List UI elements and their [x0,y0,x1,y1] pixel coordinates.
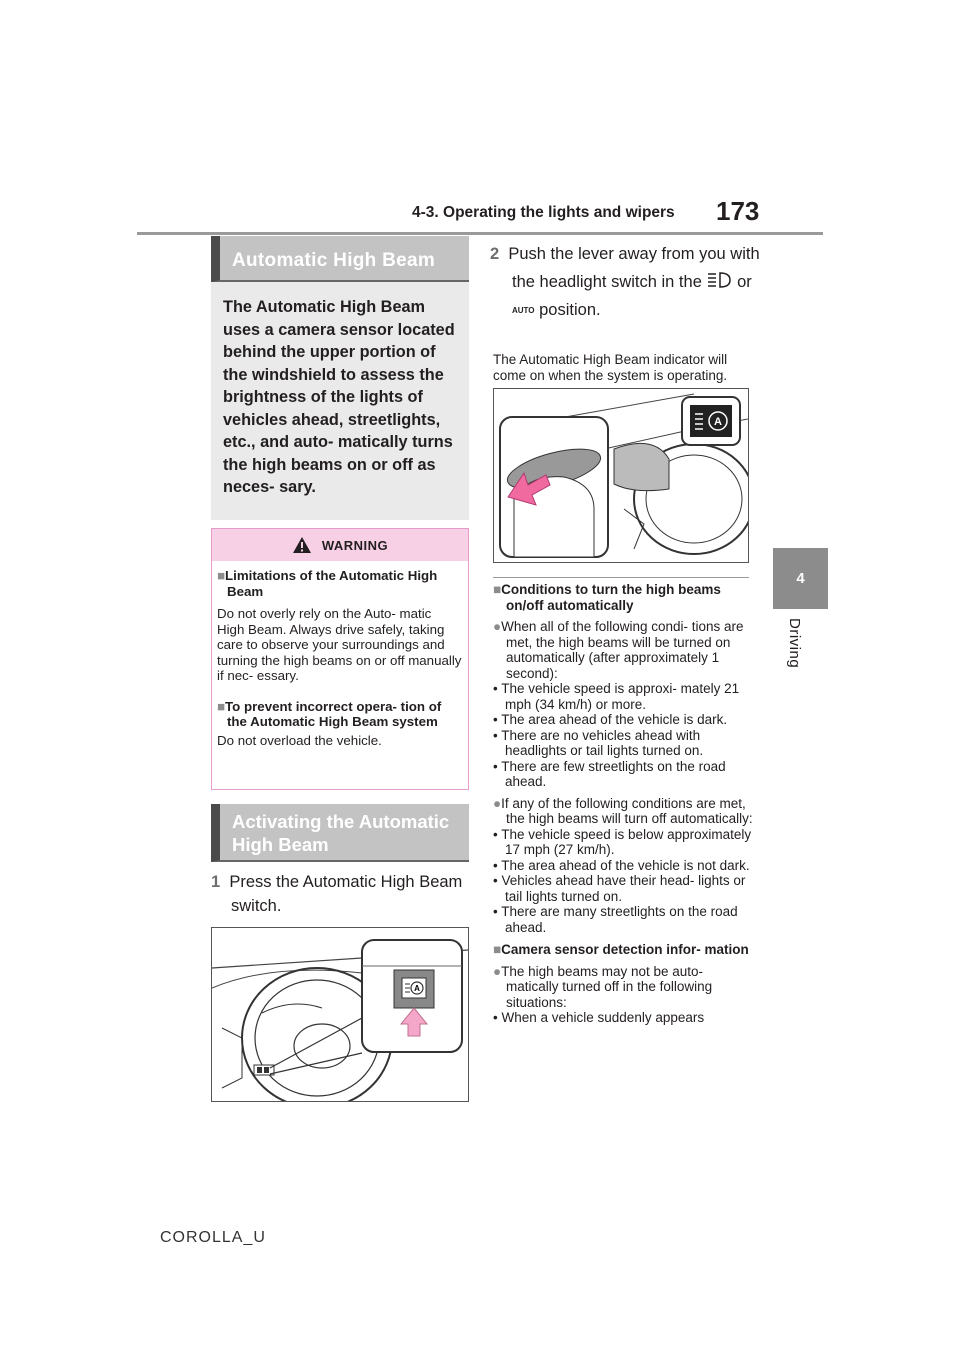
list-item: • The vehicle speed is approxi- mately 21 mph (34 km/h) or more. [493,681,740,712]
warning-item-2-text: Do not overload the vehicle. [217,732,382,748]
list-item: • The area ahead of the vehicle is dark. [493,712,728,727]
steering-wheel-illustration [212,928,468,1101]
warning-header [212,529,468,561]
list-item: • The vehicle speed is below approximately 17 mph (27 km/h). [493,826,752,857]
conditions-heading: ■Conditions to turn the high beams on/off automatically [493,582,721,613]
list-item: • There are few streetlights on the road ahead. [493,758,726,789]
section-header: 4-3. Operating the lights and wipers [412,204,675,221]
list-item: • There are no vehicles ahead with headlights or tail lights turned on. [493,727,704,758]
chapter-label: Driving [786,618,803,669]
step-1-number: 1 [211,873,221,891]
column-divider [493,577,749,578]
warning-icon [292,536,312,554]
list-item: • When a vehicle suddenly appears [493,1010,705,1025]
step-2 [490,240,760,325]
warning-title: WARNING [321,537,389,553]
step-1-text: Press the Automatic High Beam switch. [229,873,463,915]
camera-heading: ■Camera sensor detection infor- mation [493,942,749,957]
conditions-on-intro: ●When all of the following condi- tions are met, the high beams will be turned on automatically (after approximately 1 second): [493,619,744,681]
page-number: 173 [716,196,760,226]
conditions-off-intro: ●If any of the following conditions are met, the high beams will turn off automatically: [493,795,753,826]
auto-position-label: AUTO [512,306,535,315]
header-rule [137,232,823,235]
list-item: • The area ahead of the vehicle is not dark. [493,857,750,873]
step-2-text-b: or [737,273,752,291]
chapter-tab: 4 [773,548,828,609]
figure-auto-high-beam-switch [211,927,469,1102]
intro-box: The Automatic High Beam uses a camera sensor located behind the upper portion of the windshield to assess the brightness of the lights of vehicles ahead, streetlights, etc., and auto- matically turns the high beams on or off as neces- sary. [211,282,469,520]
warning-item-1-text: Do not overly rely on the Auto- matic High Beam. Always drive safely, taking care to observe your surroundings and turning the high beams on or off manually if nec- essary. [217,606,462,683]
indicator-note: The Automatic High Beam indicator will come on when the system is operating. [493,352,728,383]
list-item: • Vehicles ahead have their head- lights or tail lights turned on. [493,873,746,904]
step-2-text-c: position. [539,301,601,319]
svg-text:A: A [714,416,722,428]
camera-intro: ●The high beams may not be auto- matically turned off in the following situations: [493,963,713,1010]
svg-text:A: A [414,984,420,993]
step-1 [211,870,469,918]
figure-headlight-lever [493,388,749,563]
warning-item-2-title: ■To prevent incorrect opera- tion of the Automatic High Beam system [217,698,442,729]
step-2-text-a: Push the lever away from you with the headlight switch in the [508,245,760,291]
list-item: • There are many streetlights on the road ahead. [493,904,738,935]
footer-code: COROLLA_U [160,1229,266,1246]
warning-item-1-title: ■Limitations of the Automatic High Beam [217,568,438,599]
section-title-automatic-high-beam: Automatic High Beam [211,236,469,282]
warning-box [211,528,469,790]
lever-illustration [494,389,748,562]
step-2-number: 2 [490,245,500,263]
headlight-icon [706,270,732,290]
conditions-section [493,582,755,1026]
section-title-activating: Activating the Automatic High Beam [211,804,469,862]
